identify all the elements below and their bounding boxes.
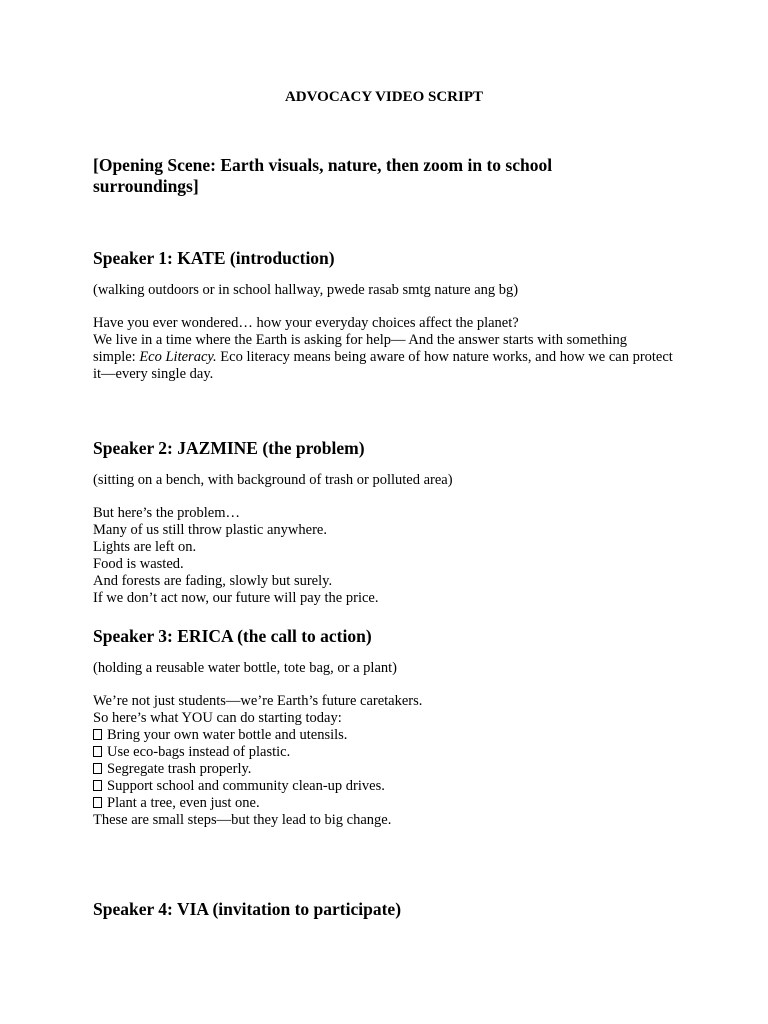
script-line: So here’s what YOU can do starting today:: [93, 710, 342, 726]
speaker-4-heading: Speaker 4: VIA (invitation to participate): [93, 899, 402, 919]
script-line: We’re not just students—we’re Earth’s future caretakers.: [93, 693, 423, 709]
speaker-2-heading: Speaker 2: JAZMINE (the problem): [93, 438, 365, 458]
script-line: If we don’t act now, our future will pay the price.: [93, 590, 379, 606]
checkbox-icon: [93, 797, 102, 808]
speaker-2-direction: (sitting on a bench, with background of trash or polluted area): [93, 472, 453, 488]
speaker-1-line-1: Have you ever wondered… how your everyday choices affect the planet?: [93, 315, 519, 331]
speaker-3-lines: [93, 693, 693, 829]
action-item: [93, 744, 693, 761]
checkbox-icon: [93, 780, 102, 791]
speaker-2-lines: [93, 505, 693, 607]
script-line: Food is wasted.: [93, 556, 184, 572]
script-line: These are small steps—but they lead to big change.: [93, 812, 392, 828]
speaker-1-heading: Speaker 1: KATE (introduction): [93, 248, 335, 268]
speaker-1-section: [93, 248, 693, 383]
speaker-2-section: [93, 438, 693, 607]
script-line: But here’s the problem…: [93, 505, 240, 521]
script-line: And forests are fading, slowly but surely.: [93, 573, 333, 589]
action-item-text: Support school and community clean-up drives.: [107, 778, 385, 794]
speaker-1-text-before-italic: We live in a time where the Earth is asking for help— And the answer starts with something simple:: [93, 332, 628, 365]
action-item: [93, 761, 693, 778]
speaker-1-script: [93, 315, 673, 383]
document-title: ADVOCACY VIDEO SCRIPT: [284, 89, 484, 105]
speaker-1-italic-term: Eco Literacy.: [139, 349, 217, 365]
action-item-text: Segregate trash properly.: [107, 761, 252, 777]
action-item-text: Use eco-bags instead of plastic.: [107, 744, 291, 760]
speaker-3-section: [93, 626, 693, 829]
speaker-3-direction: (holding a reusable water bottle, tote bag, or a plant): [93, 660, 397, 676]
speaker-3-heading: Speaker 3: ERICA (the call to action): [93, 626, 372, 646]
checkbox-icon: [93, 763, 102, 774]
speaker-1-direction: (walking outdoors or in school hallway, pwede rasab smtg nature ang bg): [93, 282, 519, 298]
script-line: Lights are left on.: [93, 539, 197, 555]
action-item: [93, 727, 693, 744]
speaker-1-text-after-italic: Eco literacy means being aware of how nature works, and how we can protect it—every single day.: [93, 349, 673, 382]
checkbox-icon: [93, 729, 102, 740]
checkbox-icon: [93, 746, 102, 757]
script-line: Many of us still throw plastic anywhere.: [93, 522, 327, 538]
action-item-text: Bring your own water bottle and utensils.: [107, 727, 348, 743]
speaker-4-section: [93, 899, 693, 920]
action-item: [93, 778, 693, 795]
action-item-text: Plant a tree, even just one.: [107, 795, 260, 811]
action-item: [93, 795, 693, 812]
opening-scene-heading: [Opening Scene: Earth visuals, nature, then zoom in to school surroundings]: [93, 155, 553, 196]
